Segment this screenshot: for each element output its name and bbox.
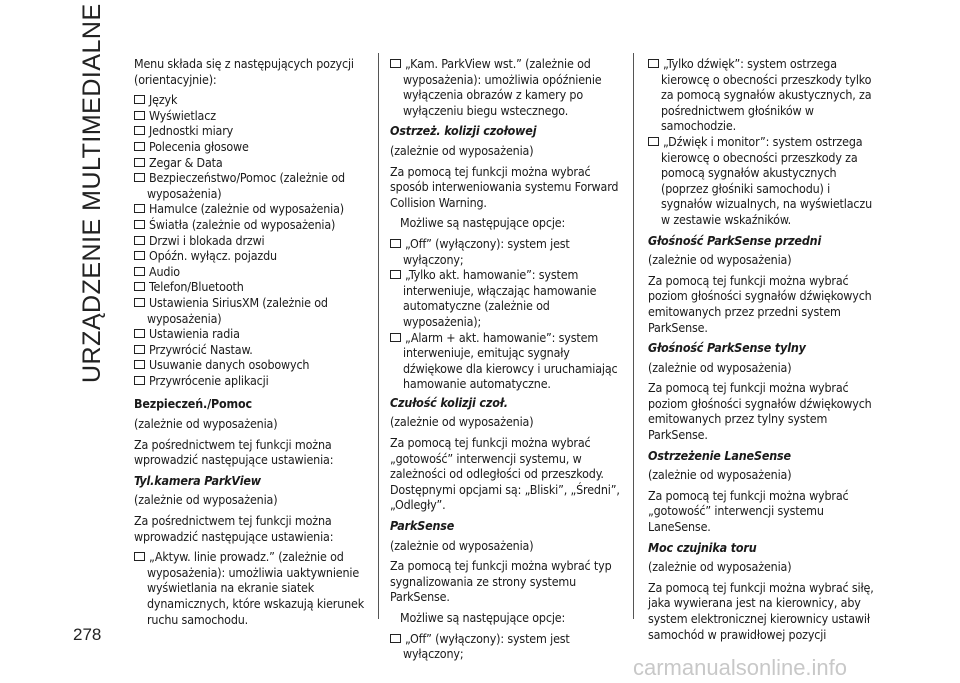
- parksense-text: Za pomocą tej funkcji można wybrać typ sygnalizowania ze strony systemu ParkSense.: [390, 558, 612, 605]
- sensitivity-text: Za pomocą tej funkcji można wybrać „gotowość” interwencji systemu, w zależności od odległości od przeszkody. Dostępnymi opcjami są: „Bliski”, „Średni”, „Odległy”.: [390, 435, 620, 513]
- checkbox-bullet-icon: [648, 137, 659, 146]
- intro-text: Menu składa się z następujących pozycji (orientacyjnie):: [134, 56, 354, 87]
- list-item: [134, 108, 370, 124]
- sensitivity-heading: Czułość kolizji czoł.: [390, 394, 508, 410]
- checkbox-bullet-icon: [134, 552, 145, 561]
- camera-text: Za pośrednictwem tej funkcji można wprowadzić następujące ustawienia:: [134, 513, 334, 544]
- list-item: [134, 201, 370, 217]
- list-item: [390, 330, 628, 392]
- checkbox-bullet-icon: [648, 59, 659, 68]
- lanesense-note: (zależnie od wyposażenia): [648, 467, 792, 483]
- torque-heading: Moc czujnika toru: [648, 539, 757, 555]
- list-item: [134, 279, 370, 295]
- list-item-text: Usuwanie danych osobowych: [149, 357, 310, 373]
- rear-volume-text: Za pomocą tej funkcji można wybrać poziom głośności sygnałów dźwiękowych emitowanych przez tylny system ParkSense.: [648, 380, 872, 443]
- list-item: [134, 92, 370, 108]
- list-item: [134, 155, 370, 171]
- menu-list: [134, 92, 370, 388]
- list-item-text: Język: [149, 92, 178, 108]
- safety-note: (zależnie od wyposażenia): [134, 416, 278, 432]
- list-item-text: Ustawienia radia: [149, 326, 240, 342]
- checkbox-bullet-icon: [134, 236, 145, 245]
- list-item-text: Opóźn. wyłącz. pojazdu: [149, 248, 277, 264]
- fcw-options-intro: Możliwe są następujące opcje:: [400, 215, 566, 231]
- list-item: [134, 217, 370, 233]
- column-1: [134, 56, 370, 627]
- list-item-text: „Tylko akt. hamowanie”: system interweniuje, włączając hamowanie automatyczne (zależnie od wyposażenia);: [403, 267, 597, 329]
- list-item: [134, 264, 370, 280]
- list-item-text: Zegar & Data: [149, 154, 223, 170]
- checkbox-bullet-icon: [134, 345, 145, 354]
- checkbox-bullet-icon: [390, 270, 401, 279]
- column-2: [390, 56, 628, 662]
- watermark: carmanualsonline.info: [633, 655, 848, 680]
- lanesense-text: Za pomocą tej funkcji można wybrać „gotowość” interwencji systemu LaneSense.: [648, 487, 849, 535]
- list-item-text: „Off” (wyłączony): system jest wyłączony;: [403, 630, 570, 662]
- parksense-heading: ParkSense: [390, 518, 455, 534]
- torque-note: (zależnie od wyposażenia): [648, 559, 792, 575]
- list-item: [134, 170, 370, 201]
- list-item: [134, 357, 370, 373]
- list-item-text: Drzwi i blokada drzwi: [149, 232, 265, 248]
- list-item-text: Ustawienia SiriusXM (zależnie od wyposażenia): [147, 294, 328, 326]
- fcw-options-list: [390, 236, 628, 392]
- checkbox-bullet-icon: [134, 298, 145, 307]
- list-item-text: Jednostki miary: [149, 123, 234, 139]
- list-item: [134, 295, 370, 326]
- checkbox-bullet-icon: [134, 111, 145, 120]
- lanesense-heading: Ostrzeżenie LaneSense: [648, 447, 791, 463]
- list-item: [390, 267, 628, 329]
- list-item: [134, 123, 370, 139]
- list-item-text: Przywrócenie aplikacji: [149, 372, 269, 388]
- checkbox-bullet-icon: [134, 282, 145, 291]
- checkbox-bullet-icon: [134, 158, 145, 167]
- parksense-options-intro: Możliwe są następujące opcje:: [400, 610, 566, 625]
- list-item-text: „Kam. ParkView wst.” (zależnie od wyposażenia): umożliwia opóźnienie wyłączenia obrazów z kamery po wyłączeniu biegu wstecznego.: [403, 56, 602, 118]
- fcw-text: Za pomocą tej funkcji można wybrać sposób interweniowania systemu Forward Collision Warning.: [390, 163, 619, 210]
- list-item: [134, 342, 370, 358]
- camera-note: (zależnie od wyposażenia): [134, 492, 278, 508]
- front-volume-text: Za pomocą tej funkcji można wybrać poziom głośności sygnałów dźwiękowych emitowanych przez przedni system ParkSense.: [648, 272, 872, 335]
- parksense-note: (zależnie od wyposażenia): [390, 537, 534, 553]
- checkbox-bullet-icon: [134, 267, 145, 276]
- front-volume-heading: Głośność ParkSense przedni: [648, 232, 822, 248]
- list-item-text: Wyświetlacz: [149, 107, 216, 123]
- section-side-title: URZĄDZENIE MULTIMEDIALNE: [78, 3, 106, 383]
- list-item-text: Światła (zależnie od wyposażenia): [149, 216, 336, 232]
- list-item: [648, 56, 884, 134]
- checkbox-bullet-icon: [134, 220, 145, 229]
- rear-volume-note: (zależnie od wyposażenia): [648, 359, 792, 375]
- list-item-text: „Off” (wyłączony): system jest wyłączony;: [403, 235, 570, 267]
- checkbox-bullet-icon: [134, 126, 145, 135]
- checkbox-bullet-icon: [134, 329, 145, 338]
- column-3: [648, 56, 884, 647]
- list-item: [134, 248, 370, 264]
- checkbox-bullet-icon: [134, 95, 145, 104]
- checkbox-bullet-icon: [134, 360, 145, 369]
- list-item-text: „Dźwięk i monitor”: system ostrzega kierowcę o obecności przeszkody za pomocą sygnałów akustycznych (poprzez głośniki samochodu) i sygnałów wizualnych, na wyświetlaczu w zestawie wskaźników.: [661, 133, 872, 227]
- rear-volume-heading: Głośność ParkSense tylny: [648, 340, 806, 356]
- front-volume-note: (zależnie od wyposażenia): [648, 252, 792, 268]
- list-item-text: „Aktyw. linie prowadz.” (zależnie od wyposażenia): umożliwia uaktywnienie wyświetlania na ekranie siatek dynamicznych, które wskazują kierunek ruchu samochodu.: [147, 549, 365, 627]
- camera-heading: Tyl.kamera ParkView: [134, 472, 261, 488]
- list-item: [648, 134, 884, 228]
- list-item-text: Bezpieczeństwo/Pomoc (zależnie od wyposażenia): [147, 170, 345, 201]
- checkbox-bullet-icon: [390, 59, 401, 68]
- column-divider: [378, 53, 379, 619]
- checkbox-bullet-icon: [134, 376, 145, 385]
- checkbox-bullet-icon: [390, 333, 401, 342]
- fcw-heading: Ostrzeż. kolizji czołowej: [390, 123, 537, 139]
- list-item: [134, 549, 370, 627]
- list-item-text: „Alarm + akt. hamowanie”: system interweniuje, emitując sygnały dźwiękowe dla kierowcy i uruchamiając hamowanie automatyczne.: [403, 329, 618, 392]
- safety-text: Za pośrednictwem tej funkcji można wprowadzić następujące ustawienia:: [134, 436, 334, 468]
- page-number: 278: [73, 625, 102, 644]
- list-item-text: Telefon/Bluetooth: [149, 279, 244, 295]
- list-item: [134, 373, 370, 389]
- list-item: [134, 233, 370, 249]
- sensitivity-note: (zależnie od wyposażenia): [390, 414, 534, 430]
- list-item: [390, 56, 628, 118]
- checkbox-bullet-icon: [390, 239, 401, 248]
- list-item-text: „Tylko dźwięk”: system ostrzega kierowcę o obecności przeszkody tylko za pomocą sygnałów akustycznych, za pośrednictwem głośników w samochodzie.: [661, 56, 872, 134]
- checkbox-bullet-icon: [390, 634, 401, 643]
- checkbox-bullet-icon: [134, 173, 145, 182]
- safety-heading: Bezpieczeń./Pomoc: [134, 396, 252, 412]
- torque-text: Za pomocą tej funkcji można wybrać siłę, jaka wywierana jest na kierownicy, aby system elektronicznej kierownicy ustawił samochód w prawidłowej pozycji: [648, 579, 874, 642]
- list-item-text: Hamulce (zależnie od wyposażenia): [149, 201, 344, 217]
- checkbox-bullet-icon: [134, 251, 145, 260]
- checkbox-bullet-icon: [134, 204, 145, 213]
- list-item: [134, 326, 370, 342]
- checkbox-bullet-icon: [134, 142, 145, 151]
- list-item: [134, 139, 370, 155]
- list-item: [390, 631, 628, 662]
- column-divider: [633, 53, 634, 619]
- list-item-text: Przywrócić Nastaw.: [149, 341, 253, 357]
- list-item-text: Polecenia głosowe: [149, 138, 249, 154]
- list-item-text: Audio: [149, 263, 180, 279]
- fcw-note: (zależnie od wyposażenia): [390, 142, 534, 158]
- list-item: [390, 236, 628, 267]
